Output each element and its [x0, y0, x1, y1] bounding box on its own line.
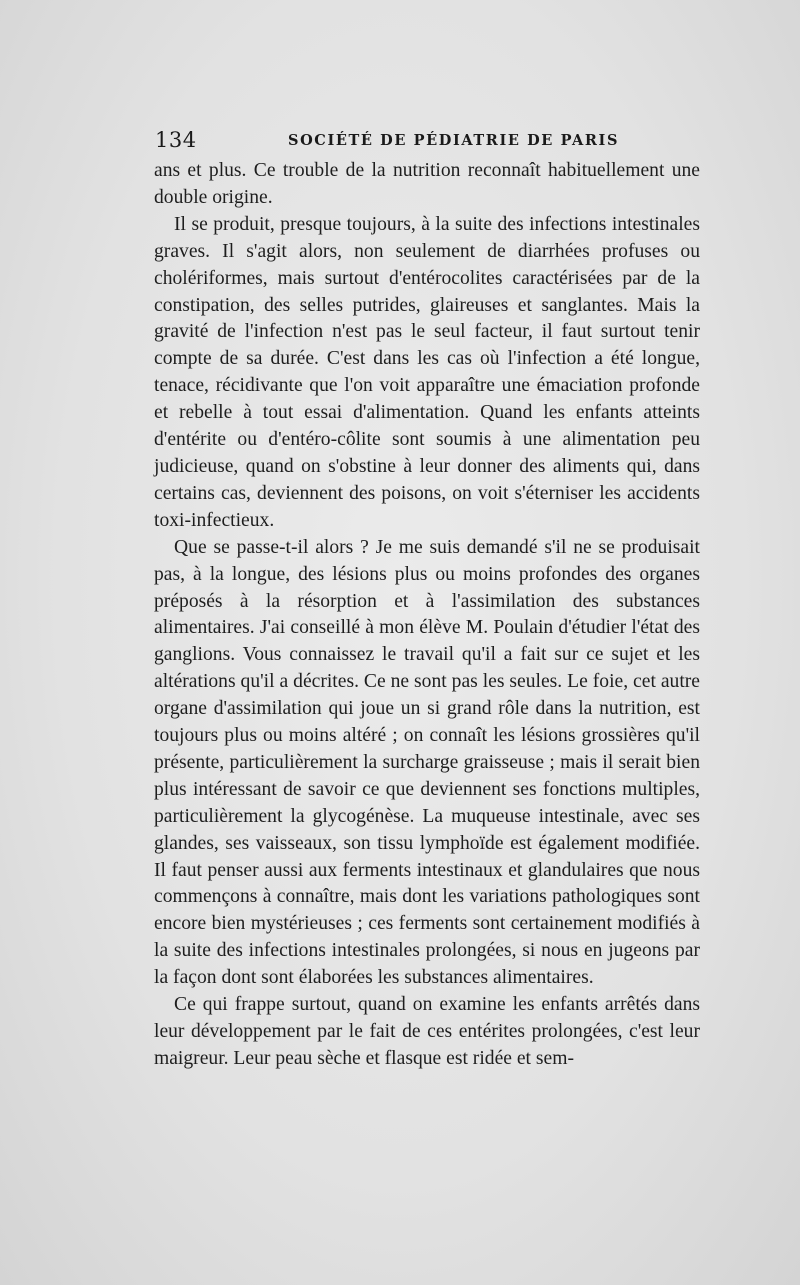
paragraph: Ce qui frappe surtout, quand on examine les enfants arrêtés dans leur développement par le fait de ces entérites prolongées, c'est leur maigreur. Leur peau sèche et flasque est ridée et sem-	[154, 994, 700, 1069]
body-text	[154, 158, 700, 1073]
paragraph: Il se produit, presque toujours, à la suite des infections intestinales graves. Il s'agit alors, non seulement de diarrhées profuses ou cholériformes, mais surtout d'entérocolites caractérisées par de la constipation, des selles putrides, glaireuses et sanglantes. Mais la gravité de l'infection n'est pas le seul facteur, il faut surtout tenir compte de sa durée. C'est dans les cas où l'infection a été longue, tenace, récidivante que l'on voit apparaître une émaciation profonde et rebelle à tout essai d'alimentation. Quand les enfants atteints d'entérite ou d'entéro-côlite sont soumis à une alimentation peu judicieuse, quand on s'obstine à leur donner des aliments qui, dans certains cas, deviennent des poisons, on voit s'éterniser les accidents toxi-infectieux.	[154, 213, 700, 531]
running-title: SOCIÉTÉ DE PÉDIATRIE DE PARIS	[288, 132, 620, 149]
page-header	[155, 128, 700, 158]
paragraph: Que se passe-t-il alors ? Je me suis demandé s'il ne se produisait pas, à la longue, des lésions plus ou moins profondes des organes préposés à la résorption et à l'assimilation des substances alimentaires. J'ai conseillé à mon élève M. Poulain d'étudier l'état des ganglions. Vous connaissez le travail qu'il a fait sur ce sujet et les altérations qu'il a décrites. Ce ne sont pas les seules. Le foie, cet autre organe d'assimilation qui joue un si grand rôle dans la nutrition, est toujours plus ou moins altéré ; on connaît les lésions grossières qu'il présente, particulièrement la surcharge graisseuse ; mais il serait bien plus intéressant de savoir ce que deviennent ses fonctions multiples, particulièrement la glycogénèse. La muqueuse intestinale, avec ses glandes, ses vaisseaux, son tissu lymphoïde est également modifiée. Il faut penser aussi aux ferments intestinaux et glandulaires que nous commençons à connaître, mais dont les variations pathologiques sont encore bien mystérieuses ; ces ferments sont certainement modifiés à la suite des infections intestinales prolongées, si nous en jugeons par la façon dont sont élaborées les substances alimentaires.	[154, 536, 700, 989]
page-number: 134	[155, 128, 197, 152]
paragraph-continued: ans et plus. Ce trouble de la nutrition reconnaît habituellement une double origine.	[154, 160, 700, 208]
